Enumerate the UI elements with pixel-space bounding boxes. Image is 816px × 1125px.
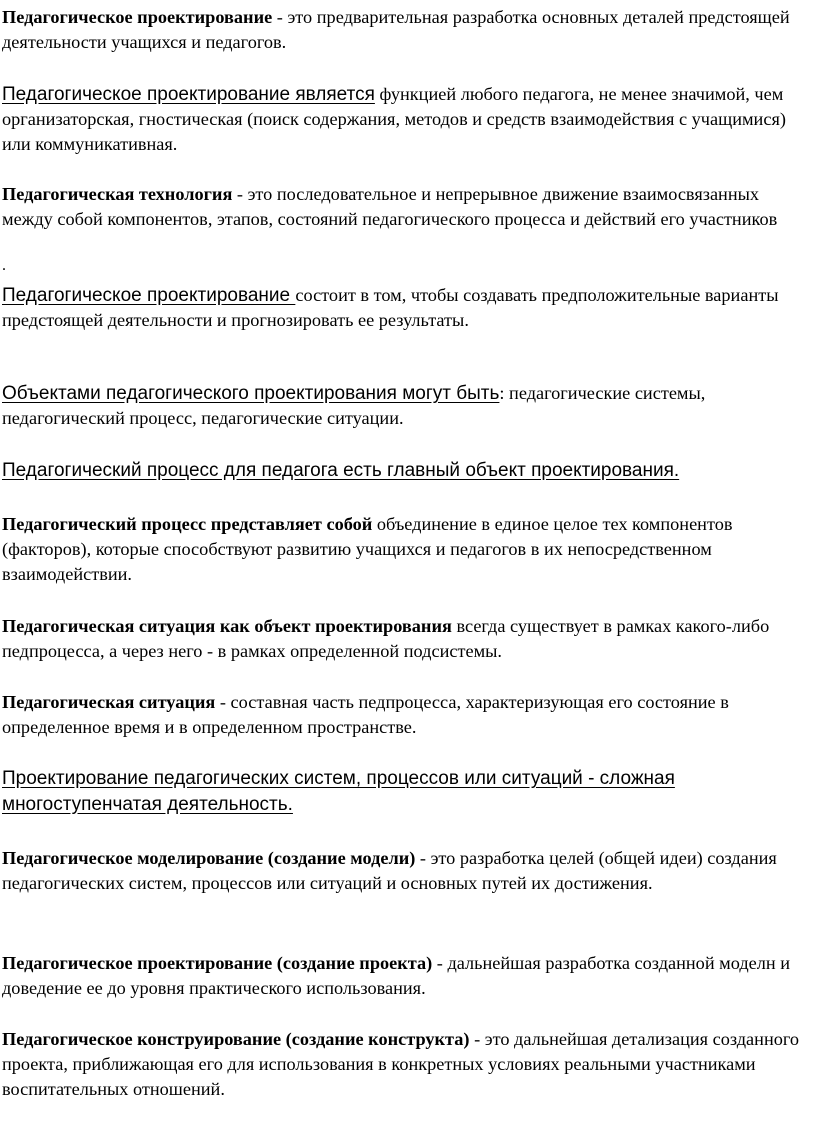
paragraph-design-consists [2, 283, 810, 333]
paragraph-design-definition [2, 5, 810, 55]
paragraph-construct [2, 1027, 810, 1102]
paragraph-complex-activity [2, 766, 810, 817]
paragraph-project [2, 951, 810, 1001]
term-main-object: Педагогический процесс для педагога есть главный объект проектирования. [2, 460, 680, 481]
situation-text: - составная часть педпроцесса, характеризующая его состояние в определенное время и в определенном пространстве. [2, 692, 729, 737]
technology-text: - это последовательное и непрерывное движение взаимосвязанных между собой компонентов, этапов, состояний педагогического процесса и действий его участников [2, 184, 778, 229]
function-text: функцией любого педагога, не менее значимой, чем организаторская, гностическая (поиск содержания, методов и средств взаимодействия с учащимися) или коммуникативная. [2, 84, 786, 154]
term-design-consists: Педагогическое проектирование [2, 285, 296, 306]
term-pedagogical-project: Педагогическое проектирование (создание проекта) [2, 953, 433, 973]
term-pedagogical-situation: Педагогическая ситуация [2, 692, 216, 712]
term-pedagogical-construct: Педагогическое конструирование (создание конструкта) [2, 1029, 470, 1049]
term-pedagogical-process: Педагогический процесс представляет собой [2, 514, 373, 534]
stray-period: . [2, 257, 6, 274]
paragraph-modeling [2, 846, 810, 896]
paragraph-technology [2, 182, 810, 232]
process-text: объединение в единое целое тех компонентов (факторов), которые способствуют развитию учащихся и педагогов в их непосредственном взаимодействии. [2, 514, 733, 584]
term-design-objects: Объектами педагогического проектирования могут быть [2, 383, 500, 404]
paragraph-process [2, 512, 810, 587]
paragraph-design-objects [2, 381, 810, 431]
paragraph-situation [2, 690, 810, 740]
paragraph-main-object [2, 458, 810, 483]
objects-text: : педагогические системы, педагогический процесс, педагогические ситуации. [2, 383, 706, 428]
term-pedagogical-technology: Педагогическая технология [2, 184, 233, 204]
construct-text: - это дальнейшая детализация созданного проекта, приближающая его для использования в конкретных условиях реальными участниками воспитательных отношений. [2, 1029, 800, 1099]
term-pedagogical-modeling: Педагогическое моделирование (создание модели) [2, 848, 416, 868]
term-situation-object: Педагогическая ситуация как объект проектирования [2, 616, 452, 636]
project-text: - дальнейшая разработка созданной моделн и доведение ее до уровня практического использования. [2, 953, 791, 998]
definition-text: - это предварительная разработка основных деталей предстоящей деятельности учащихся и педагогов. [2, 7, 790, 52]
situation-object-text: всегда существует в рамках какого-либо педпроцесса, а через него - в рамках определенной подсистемы. [2, 616, 770, 661]
term-complex-activity: Проектирование педагогических систем, процессов или ситуаций - сложная многоступенчатая деятельность. [2, 768, 675, 815]
modeling-text: - это разработка целей (общей идеи) создания педагогических систем, процессов или ситуаций и основных путей их достижения. [2, 848, 777, 893]
paragraph-design-function [2, 82, 810, 157]
paragraph-situation-object [2, 614, 810, 664]
term-design-is: Педагогическое проектирование является [2, 84, 375, 105]
consists-text: состоит в том, чтобы создавать предположительные варианты предстоящей деятельности и прогнозировать ее результаты. [2, 285, 779, 330]
term-pedagogical-design: Педагогическое проектирование [2, 7, 273, 27]
